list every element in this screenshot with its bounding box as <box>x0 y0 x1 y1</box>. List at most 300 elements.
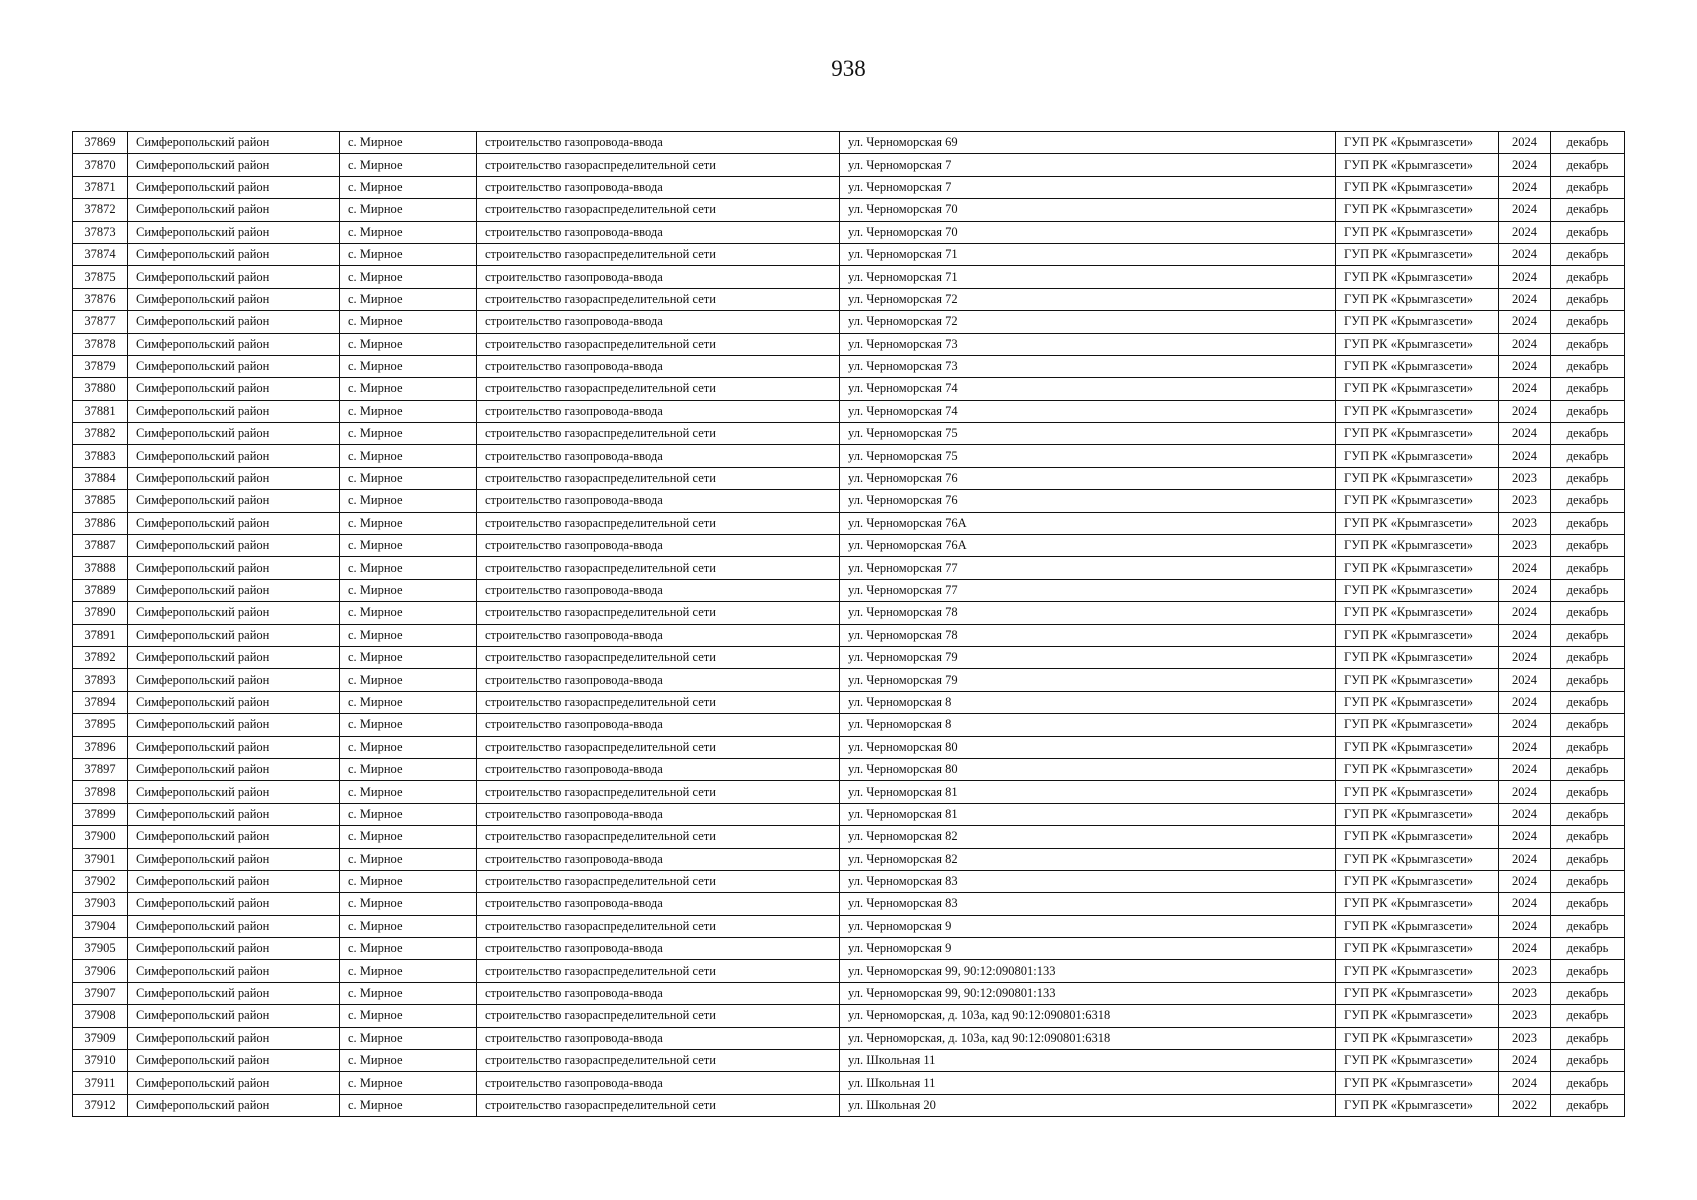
cell-work-type: строительство газораспределительной сети <box>477 736 840 758</box>
cell-settlement: с. Мирное <box>340 378 477 400</box>
cell-year: 2024 <box>1499 893 1551 915</box>
cell-year: 2023 <box>1499 467 1551 489</box>
cell-month: декабрь <box>1551 132 1625 154</box>
cell-address: ул. Черноморская 80 <box>840 758 1336 780</box>
cell-district: Симферопольский район <box>128 512 340 534</box>
cell-organization: ГУП РК «Крымгазсети» <box>1336 445 1499 467</box>
table-row <box>73 221 1625 243</box>
cell-settlement: с. Мирное <box>340 467 477 489</box>
cell-settlement: с. Мирное <box>340 915 477 937</box>
cell-month: декабрь <box>1551 602 1625 624</box>
cell-district: Симферопольский район <box>128 870 340 892</box>
table-row <box>73 400 1625 422</box>
cell-organization: ГУП РК «Крымгазсети» <box>1336 870 1499 892</box>
cell-organization: ГУП РК «Крымгазсети» <box>1336 602 1499 624</box>
table-row <box>73 893 1625 915</box>
cell-district: Симферопольский район <box>128 400 340 422</box>
cell-work-type: строительство газораспределительной сети <box>477 602 840 624</box>
cell-year: 2024 <box>1499 132 1551 154</box>
cell-address: ул. Черноморская 7 <box>840 176 1336 198</box>
cell-row-number: 37900 <box>73 826 128 848</box>
cell-row-number: 37891 <box>73 624 128 646</box>
cell-row-number: 37912 <box>73 1094 128 1116</box>
cell-address: ул. Черноморская 76 <box>840 490 1336 512</box>
cell-row-number: 37902 <box>73 870 128 892</box>
cell-work-type: строительство газопровода-ввода <box>477 311 840 333</box>
cell-address: ул. Черноморская 99, 90:12:090801:133 <box>840 960 1336 982</box>
cell-organization: ГУП РК «Крымгазсети» <box>1336 154 1499 176</box>
cell-work-type: строительство газораспределительной сети <box>477 154 840 176</box>
cell-work-type: строительство газопровода-ввода <box>477 669 840 691</box>
cell-address: ул. Черноморская 82 <box>840 848 1336 870</box>
cell-year: 2024 <box>1499 602 1551 624</box>
cell-settlement: с. Мирное <box>340 669 477 691</box>
cell-year: 2024 <box>1499 714 1551 736</box>
cell-year: 2024 <box>1499 938 1551 960</box>
table-row <box>73 781 1625 803</box>
cell-month: декабрь <box>1551 848 1625 870</box>
cell-year: 2024 <box>1499 221 1551 243</box>
cell-work-type: строительство газопровода-ввода <box>477 490 840 512</box>
cell-year: 2023 <box>1499 1005 1551 1027</box>
cell-organization: ГУП РК «Крымгазсети» <box>1336 512 1499 534</box>
cell-district: Симферопольский район <box>128 445 340 467</box>
table-row <box>73 1027 1625 1049</box>
cell-organization: ГУП РК «Крымгазсети» <box>1336 1050 1499 1072</box>
cell-district: Симферопольский район <box>128 893 340 915</box>
table-row <box>73 758 1625 780</box>
cell-district: Симферопольский район <box>128 1050 340 1072</box>
table-row <box>73 1072 1625 1094</box>
cell-year: 2024 <box>1499 624 1551 646</box>
cell-month: декабрь <box>1551 781 1625 803</box>
cell-organization: ГУП РК «Крымгазсети» <box>1336 1094 1499 1116</box>
cell-row-number: 37877 <box>73 311 128 333</box>
cell-month: декабрь <box>1551 400 1625 422</box>
cell-settlement: с. Мирное <box>340 893 477 915</box>
cell-year: 2024 <box>1499 803 1551 825</box>
table-row <box>73 579 1625 601</box>
cell-organization: ГУП РК «Крымгазсети» <box>1336 311 1499 333</box>
cell-address: ул. Черноморская 81 <box>840 803 1336 825</box>
cell-address: ул. Черноморская 9 <box>840 915 1336 937</box>
cell-district: Симферопольский район <box>128 378 340 400</box>
table-row <box>73 1094 1625 1116</box>
cell-row-number: 37871 <box>73 176 128 198</box>
cell-organization: ГУП РК «Крымгазсети» <box>1336 400 1499 422</box>
cell-work-type: строительство газораспределительной сети <box>477 512 840 534</box>
cell-district: Симферопольский район <box>128 960 340 982</box>
cell-year: 2024 <box>1499 579 1551 601</box>
cell-month: декабрь <box>1551 311 1625 333</box>
cell-address: ул. Черноморская 79 <box>840 646 1336 668</box>
cell-row-number: 37890 <box>73 602 128 624</box>
cell-address: ул. Черноморская 76А <box>840 535 1336 557</box>
cell-year: 2024 <box>1499 176 1551 198</box>
cell-settlement: с. Мирное <box>340 1050 477 1072</box>
cell-row-number: 37875 <box>73 266 128 288</box>
cell-settlement: с. Мирное <box>340 691 477 713</box>
cell-work-type: строительство газопровода-ввода <box>477 535 840 557</box>
table-row <box>73 266 1625 288</box>
cell-work-type: строительство газораспределительной сети <box>477 781 840 803</box>
cell-district: Симферопольский район <box>128 915 340 937</box>
cell-month: декабрь <box>1551 714 1625 736</box>
cell-work-type: строительство газопровода-ввода <box>477 132 840 154</box>
cell-month: декабрь <box>1551 691 1625 713</box>
cell-year: 2024 <box>1499 1050 1551 1072</box>
table-row <box>73 646 1625 668</box>
table-row <box>73 333 1625 355</box>
cell-district: Симферопольский район <box>128 355 340 377</box>
cell-row-number: 37909 <box>73 1027 128 1049</box>
cell-district: Симферопольский район <box>128 221 340 243</box>
cell-year: 2023 <box>1499 490 1551 512</box>
cell-row-number: 37896 <box>73 736 128 758</box>
cell-work-type: строительство газораспределительной сети <box>477 1005 840 1027</box>
table-row <box>73 490 1625 512</box>
cell-organization: ГУП РК «Крымгазсети» <box>1336 132 1499 154</box>
cell-organization: ГУП РК «Крымгазсети» <box>1336 423 1499 445</box>
cell-settlement: с. Мирное <box>340 826 477 848</box>
table-row <box>73 535 1625 557</box>
cell-organization: ГУП РК «Крымгазсети» <box>1336 781 1499 803</box>
table-row <box>73 938 1625 960</box>
cell-year: 2024 <box>1499 355 1551 377</box>
cell-address: ул. Черноморская 71 <box>840 266 1336 288</box>
cell-address: ул. Черноморская 72 <box>840 311 1336 333</box>
cell-address: ул. Черноморская 70 <box>840 221 1336 243</box>
cell-month: декабрь <box>1551 557 1625 579</box>
cell-organization: ГУП РК «Крымгазсети» <box>1336 467 1499 489</box>
table-row <box>73 826 1625 848</box>
cell-settlement: с. Мирное <box>340 1027 477 1049</box>
cell-district: Симферопольский район <box>128 758 340 780</box>
cell-organization: ГУП РК «Крымгазсети» <box>1336 333 1499 355</box>
cell-month: декабрь <box>1551 646 1625 668</box>
cell-year: 2024 <box>1499 669 1551 691</box>
cell-settlement: с. Мирное <box>340 333 477 355</box>
cell-settlement: с. Мирное <box>340 557 477 579</box>
table-row <box>73 243 1625 265</box>
cell-address: ул. Черноморская 83 <box>840 893 1336 915</box>
cell-settlement: с. Мирное <box>340 803 477 825</box>
cell-settlement: с. Мирное <box>340 288 477 310</box>
cell-settlement: с. Мирное <box>340 199 477 221</box>
cell-settlement: с. Мирное <box>340 176 477 198</box>
cell-settlement: с. Мирное <box>340 870 477 892</box>
table-body <box>73 132 1625 1117</box>
cell-settlement: с. Мирное <box>340 1094 477 1116</box>
table-row <box>73 848 1625 870</box>
cell-work-type: строительство газопровода-ввода <box>477 355 840 377</box>
cell-row-number: 37897 <box>73 758 128 780</box>
cell-district: Симферопольский район <box>128 176 340 198</box>
cell-year: 2024 <box>1499 781 1551 803</box>
cell-month: декабрь <box>1551 467 1625 489</box>
table-row <box>73 915 1625 937</box>
cell-year: 2024 <box>1499 758 1551 780</box>
cell-address: ул. Черноморская, д. 103а, кад 90:12:090801:6318 <box>840 1027 1336 1049</box>
table-row <box>73 288 1625 310</box>
cell-organization: ГУП РК «Крымгазсети» <box>1336 266 1499 288</box>
cell-row-number: 37886 <box>73 512 128 534</box>
cell-year: 2023 <box>1499 982 1551 1004</box>
cell-row-number: 37910 <box>73 1050 128 1072</box>
cell-work-type: строительство газораспределительной сети <box>477 826 840 848</box>
page-number: 938 <box>831 56 866 81</box>
cell-organization: ГУП РК «Крымгазсети» <box>1336 221 1499 243</box>
cell-month: декабрь <box>1551 870 1625 892</box>
cell-month: декабрь <box>1551 333 1625 355</box>
cell-work-type: строительство газораспределительной сети <box>477 915 840 937</box>
cell-year: 2024 <box>1499 826 1551 848</box>
cell-work-type: строительство газораспределительной сети <box>477 467 840 489</box>
cell-district: Симферопольский район <box>128 624 340 646</box>
cell-address: ул. Черноморская 8 <box>840 714 1336 736</box>
cell-district: Симферопольский район <box>128 714 340 736</box>
cell-work-type: строительство газопровода-ввода <box>477 445 840 467</box>
cell-address: ул. Школьная 20 <box>840 1094 1336 1116</box>
cell-district: Симферопольский район <box>128 669 340 691</box>
cell-address: ул. Черноморская 7 <box>840 154 1336 176</box>
cell-address: ул. Школьная 11 <box>840 1072 1336 1094</box>
cell-year: 2024 <box>1499 154 1551 176</box>
cell-month: декабрь <box>1551 915 1625 937</box>
cell-work-type: строительство газораспределительной сети <box>477 557 840 579</box>
cell-row-number: 37911 <box>73 1072 128 1094</box>
cell-row-number: 37882 <box>73 423 128 445</box>
cell-address: ул. Черноморская 74 <box>840 400 1336 422</box>
cell-settlement: с. Мирное <box>340 400 477 422</box>
cell-row-number: 37901 <box>73 848 128 870</box>
cell-year: 2024 <box>1499 288 1551 310</box>
cell-row-number: 37893 <box>73 669 128 691</box>
cell-row-number: 37870 <box>73 154 128 176</box>
cell-row-number: 37908 <box>73 1005 128 1027</box>
cell-settlement: с. Мирное <box>340 848 477 870</box>
cell-year: 2024 <box>1499 848 1551 870</box>
cell-settlement: с. Мирное <box>340 355 477 377</box>
cell-month: декабрь <box>1551 445 1625 467</box>
cell-organization: ГУП РК «Крымгазсети» <box>1336 646 1499 668</box>
cell-organization: ГУП РК «Крымгазсети» <box>1336 893 1499 915</box>
cell-organization: ГУП РК «Крымгазсети» <box>1336 557 1499 579</box>
cell-month: декабрь <box>1551 826 1625 848</box>
cell-year: 2024 <box>1499 243 1551 265</box>
cell-organization: ГУП РК «Крымгазсети» <box>1336 378 1499 400</box>
cell-address: ул. Черноморская 78 <box>840 624 1336 646</box>
table-row <box>73 355 1625 377</box>
cell-address: ул. Черноморская 80 <box>840 736 1336 758</box>
cell-row-number: 37888 <box>73 557 128 579</box>
cell-year: 2022 <box>1499 1094 1551 1116</box>
cell-settlement: с. Мирное <box>340 736 477 758</box>
cell-year: 2024 <box>1499 199 1551 221</box>
cell-month: декабрь <box>1551 982 1625 1004</box>
cell-work-type: строительство газопровода-ввода <box>477 579 840 601</box>
cell-organization: ГУП РК «Крымгазсети» <box>1336 1027 1499 1049</box>
cell-district: Симферопольский район <box>128 848 340 870</box>
cell-year: 2024 <box>1499 870 1551 892</box>
table-row <box>73 311 1625 333</box>
table-row <box>73 803 1625 825</box>
cell-row-number: 37895 <box>73 714 128 736</box>
cell-settlement: с. Мирное <box>340 423 477 445</box>
cell-organization: ГУП РК «Крымгазсети» <box>1336 960 1499 982</box>
cell-work-type: строительство газопровода-ввода <box>477 624 840 646</box>
cell-organization: ГУП РК «Крымгазсети» <box>1336 803 1499 825</box>
cell-district: Симферопольский район <box>128 557 340 579</box>
cell-work-type: строительство газопровода-ввода <box>477 893 840 915</box>
cell-settlement: с. Мирное <box>340 960 477 982</box>
cell-work-type: строительство газораспределительной сети <box>477 243 840 265</box>
cell-address: ул. Черноморская 9 <box>840 938 1336 960</box>
cell-work-type: строительство газопровода-ввода <box>477 400 840 422</box>
cell-month: декабрь <box>1551 1027 1625 1049</box>
cell-row-number: 37905 <box>73 938 128 960</box>
cell-organization: ГУП РК «Крымгазсети» <box>1336 624 1499 646</box>
cell-work-type: строительство газораспределительной сети <box>477 1050 840 1072</box>
cell-organization: ГУП РК «Крымгазсети» <box>1336 669 1499 691</box>
table-row <box>73 669 1625 691</box>
cell-month: декабрь <box>1551 960 1625 982</box>
cell-district: Симферопольский район <box>128 490 340 512</box>
cell-settlement: с. Мирное <box>340 938 477 960</box>
cell-row-number: 37873 <box>73 221 128 243</box>
cell-settlement: с. Мирное <box>340 266 477 288</box>
cell-address: ул. Черноморская 77 <box>840 579 1336 601</box>
cell-district: Симферопольский район <box>128 266 340 288</box>
cell-organization: ГУП РК «Крымгазсети» <box>1336 938 1499 960</box>
cell-district: Симферопольский район <box>128 1005 340 1027</box>
cell-organization: ГУП РК «Крымгазсети» <box>1336 288 1499 310</box>
cell-year: 2024 <box>1499 423 1551 445</box>
cell-work-type: строительство газораспределительной сети <box>477 288 840 310</box>
cell-work-type: строительство газопровода-ввода <box>477 266 840 288</box>
cell-month: декабрь <box>1551 423 1625 445</box>
cell-work-type: строительство газопровода-ввода <box>477 938 840 960</box>
cell-settlement: с. Мирное <box>340 311 477 333</box>
table-row <box>73 132 1625 154</box>
cell-settlement: с. Мирное <box>340 982 477 1004</box>
cell-address: ул. Черноморская 8 <box>840 691 1336 713</box>
cell-address: ул. Черноморская 69 <box>840 132 1336 154</box>
cell-row-number: 37872 <box>73 199 128 221</box>
cell-settlement: с. Мирное <box>340 490 477 512</box>
cell-row-number: 37892 <box>73 646 128 668</box>
cell-organization: ГУП РК «Крымгазсети» <box>1336 915 1499 937</box>
cell-month: декабрь <box>1551 1094 1625 1116</box>
cell-organization: ГУП РК «Крымгазсети» <box>1336 579 1499 601</box>
cell-settlement: с. Мирное <box>340 579 477 601</box>
table-row <box>73 557 1625 579</box>
cell-district: Симферопольский район <box>128 333 340 355</box>
cell-month: декабрь <box>1551 243 1625 265</box>
cell-district: Симферопольский район <box>128 243 340 265</box>
cell-district: Симферопольский район <box>128 646 340 668</box>
cell-work-type: строительство газораспределительной сети <box>477 1094 840 1116</box>
cell-settlement: с. Мирное <box>340 1072 477 1094</box>
cell-row-number: 37881 <box>73 400 128 422</box>
cell-district: Симферопольский район <box>128 982 340 1004</box>
cell-row-number: 37884 <box>73 467 128 489</box>
table-row <box>73 691 1625 713</box>
cell-settlement: с. Мирное <box>340 758 477 780</box>
cell-address: ул. Черноморская, д. 103а, кад 90:12:090801:6318 <box>840 1005 1336 1027</box>
cell-year: 2023 <box>1499 1027 1551 1049</box>
cell-district: Симферопольский район <box>128 467 340 489</box>
cell-organization: ГУП РК «Крымгазсети» <box>1336 691 1499 713</box>
cell-month: декабрь <box>1551 221 1625 243</box>
cell-row-number: 37887 <box>73 535 128 557</box>
cell-work-type: строительство газопровода-ввода <box>477 714 840 736</box>
cell-year: 2024 <box>1499 646 1551 668</box>
cell-year: 2024 <box>1499 915 1551 937</box>
cell-address: ул. Черноморская 70 <box>840 199 1336 221</box>
cell-organization: ГУП РК «Крымгазсети» <box>1336 982 1499 1004</box>
cell-year: 2024 <box>1499 266 1551 288</box>
table-row <box>73 960 1625 982</box>
cell-settlement: с. Мирное <box>340 646 477 668</box>
cell-district: Симферопольский район <box>128 826 340 848</box>
table-row <box>73 602 1625 624</box>
cell-district: Симферопольский район <box>128 691 340 713</box>
cell-month: декабрь <box>1551 624 1625 646</box>
cell-row-number: 37885 <box>73 490 128 512</box>
cell-settlement: с. Мирное <box>340 132 477 154</box>
cell-month: декабрь <box>1551 355 1625 377</box>
cell-district: Симферопольский район <box>128 423 340 445</box>
cell-month: декабрь <box>1551 1072 1625 1094</box>
cell-year: 2023 <box>1499 535 1551 557</box>
cell-settlement: с. Мирное <box>340 624 477 646</box>
cell-row-number: 37906 <box>73 960 128 982</box>
table-row <box>73 176 1625 198</box>
cell-month: декабрь <box>1551 938 1625 960</box>
cell-organization: ГУП РК «Крымгазсети» <box>1336 758 1499 780</box>
cell-address: ул. Черноморская 79 <box>840 669 1336 691</box>
cell-year: 2024 <box>1499 557 1551 579</box>
cell-settlement: с. Мирное <box>340 714 477 736</box>
cell-work-type: строительство газопровода-ввода <box>477 221 840 243</box>
cell-work-type: строительство газораспределительной сети <box>477 691 840 713</box>
cell-work-type: строительство газораспределительной сети <box>477 646 840 668</box>
cell-address: ул. Черноморская 99, 90:12:090801:133 <box>840 982 1336 1004</box>
cell-work-type: строительство газораспределительной сети <box>477 960 840 982</box>
cell-address: ул. Черноморская 74 <box>840 378 1336 400</box>
cell-district: Симферопольский район <box>128 132 340 154</box>
table-row <box>73 982 1625 1004</box>
cell-organization: ГУП РК «Крымгазсети» <box>1336 199 1499 221</box>
cell-work-type: строительство газопровода-ввода <box>477 1027 840 1049</box>
cell-row-number: 37903 <box>73 893 128 915</box>
cell-organization: ГУП РК «Крымгазсети» <box>1336 1072 1499 1094</box>
table-row <box>73 1050 1625 1072</box>
cell-address: ул. Черноморская 75 <box>840 445 1336 467</box>
cell-settlement: с. Мирное <box>340 445 477 467</box>
cell-district: Симферопольский район <box>128 938 340 960</box>
cell-work-type: строительство газопровода-ввода <box>477 848 840 870</box>
cell-row-number: 37876 <box>73 288 128 310</box>
cell-month: декабрь <box>1551 736 1625 758</box>
cell-district: Симферопольский район <box>128 535 340 557</box>
cell-work-type: строительство газопровода-ввода <box>477 758 840 780</box>
cell-year: 2023 <box>1499 960 1551 982</box>
table-row <box>73 467 1625 489</box>
cell-organization: ГУП РК «Крымгазсети» <box>1336 736 1499 758</box>
cell-settlement: с. Мирное <box>340 512 477 534</box>
